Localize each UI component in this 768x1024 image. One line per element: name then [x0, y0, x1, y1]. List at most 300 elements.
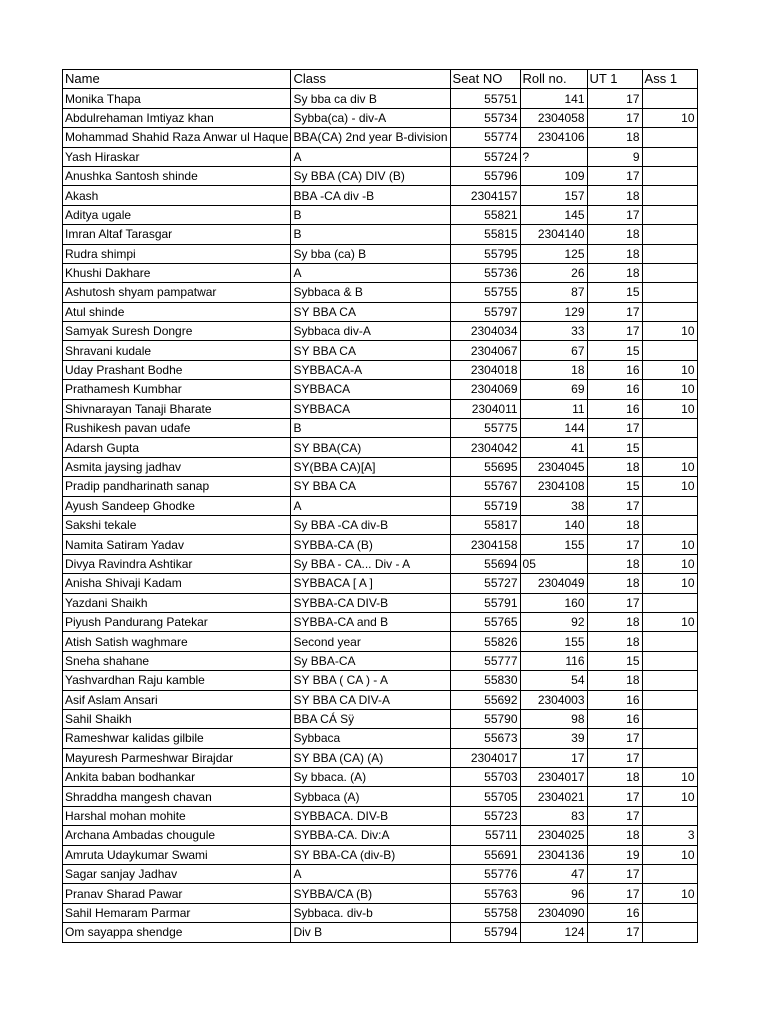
- ut1-cell: 19: [587, 845, 642, 864]
- table-row: [63, 651, 698, 670]
- seat-no-cell: 55817: [450, 515, 520, 534]
- ass1-cell: [642, 166, 697, 185]
- header-roll-no: Roll no.: [520, 70, 587, 89]
- class-cell: Sy bbaca. (A): [291, 768, 450, 787]
- name-cell: Sakshi tekale: [63, 515, 291, 534]
- class-cell: A: [291, 147, 450, 166]
- table-row: [63, 632, 698, 651]
- ass1-cell: [642, 186, 697, 205]
- name-cell: Sneha shahane: [63, 651, 291, 670]
- roll-no-cell: ?: [520, 147, 587, 166]
- roll-no-cell: 140: [520, 515, 587, 534]
- seat-no-cell: 55794: [450, 923, 520, 942]
- ut1-cell: 18: [587, 225, 642, 244]
- roll-no-cell: 39: [520, 729, 587, 748]
- roll-no-cell: 17: [520, 748, 587, 767]
- seat-no-cell: 55734: [450, 108, 520, 127]
- roll-no-cell: 155: [520, 632, 587, 651]
- seat-no-cell: 2304018: [450, 360, 520, 379]
- seat-no-cell: 55826: [450, 632, 520, 651]
- ut1-cell: 18: [587, 186, 642, 205]
- ut1-cell: 17: [587, 166, 642, 185]
- class-cell: Sybbaca: [291, 729, 450, 748]
- ass1-cell: [642, 690, 697, 709]
- seat-no-cell: 55705: [450, 787, 520, 806]
- ass1-cell: [642, 865, 697, 884]
- class-cell: SYBBACA-A: [291, 360, 450, 379]
- roll-no-cell: 129: [520, 302, 587, 321]
- class-cell: B: [291, 205, 450, 224]
- seat-no-cell: 55724: [450, 147, 520, 166]
- table-row: [63, 554, 698, 573]
- table-row: [63, 806, 698, 825]
- table-row: [63, 903, 698, 922]
- roll-no-cell: 2304108: [520, 477, 587, 496]
- seat-no-cell: 55815: [450, 225, 520, 244]
- table-row: [63, 729, 698, 748]
- name-cell: Shivnarayan Tanaji Bharate: [63, 399, 291, 418]
- ass1-cell: [642, 923, 697, 942]
- ass1-cell: [642, 341, 697, 360]
- roll-no-cell: 141: [520, 89, 587, 108]
- ass1-cell: [642, 263, 697, 282]
- table-row: [63, 205, 698, 224]
- table-row: [63, 186, 698, 205]
- table-row: [63, 612, 698, 631]
- seat-no-cell: 55797: [450, 302, 520, 321]
- class-cell: SY BBA CA DIV-A: [291, 690, 450, 709]
- roll-no-cell: 109: [520, 166, 587, 185]
- name-cell: Pranav Sharad Pawar: [63, 884, 291, 903]
- ut1-cell: 17: [587, 593, 642, 612]
- table-row: [63, 166, 698, 185]
- ut1-cell: 17: [587, 322, 642, 341]
- table-row: [63, 438, 698, 457]
- class-cell: A: [291, 263, 450, 282]
- table-row: [63, 128, 698, 147]
- table-row: [63, 108, 698, 127]
- name-cell: Shravani kudale: [63, 341, 291, 360]
- class-cell: SYBBACA: [291, 380, 450, 399]
- ut1-cell: 9: [587, 147, 642, 166]
- ut1-cell: 17: [587, 108, 642, 127]
- ass1-cell: [642, 903, 697, 922]
- seat-no-cell: 55790: [450, 709, 520, 728]
- table-row: [63, 322, 698, 341]
- table-row: [63, 147, 698, 166]
- table-row: [63, 225, 698, 244]
- roll-no-cell: 2304049: [520, 574, 587, 593]
- roll-no-cell: 41: [520, 438, 587, 457]
- table-row: [63, 748, 698, 767]
- table-row: [63, 787, 698, 806]
- seat-no-cell: 55765: [450, 612, 520, 631]
- class-cell: B: [291, 225, 450, 244]
- table-row: [63, 302, 698, 321]
- ass1-cell: 10: [642, 399, 697, 418]
- class-cell: BBA CÁ Sÿ: [291, 709, 450, 728]
- class-cell: Sy BBA-CA: [291, 651, 450, 670]
- class-cell: SY BBA(CA): [291, 438, 450, 457]
- ut1-cell: 18: [587, 128, 642, 147]
- ass1-cell: 10: [642, 787, 697, 806]
- roll-no-cell: 33: [520, 322, 587, 341]
- seat-no-cell: 2304069: [450, 380, 520, 399]
- roll-no-cell: 96: [520, 884, 587, 903]
- class-cell: SY BBA (CA) (A): [291, 748, 450, 767]
- class-cell: SYBBACA: [291, 399, 450, 418]
- class-cell: SYBBA-CA. Div:A: [291, 826, 450, 845]
- class-cell: SYBBACA. DIV-B: [291, 806, 450, 825]
- seat-no-cell: 55777: [450, 651, 520, 670]
- name-cell: Rameshwar kalidas gilbile: [63, 729, 291, 748]
- table-row: [63, 865, 698, 884]
- name-cell: Amruta Udaykumar Swami: [63, 845, 291, 864]
- class-cell: Sybbaca & B: [291, 283, 450, 302]
- class-cell: SY BBA-CA (div-B): [291, 845, 450, 864]
- table-row: [63, 671, 698, 690]
- ut1-cell: 16: [587, 690, 642, 709]
- class-cell: Sy BBA (CA) DIV (B): [291, 166, 450, 185]
- roll-no-cell: 83: [520, 806, 587, 825]
- roll-no-cell: 54: [520, 671, 587, 690]
- header-row: [63, 70, 698, 89]
- seat-no-cell: 55751: [450, 89, 520, 108]
- roll-no-cell: 2304025: [520, 826, 587, 845]
- ut1-cell: 15: [587, 651, 642, 670]
- seat-no-cell: 2304157: [450, 186, 520, 205]
- seat-no-cell: 55695: [450, 457, 520, 476]
- table-row: [63, 690, 698, 709]
- class-cell: A: [291, 496, 450, 515]
- table-row: [63, 593, 698, 612]
- name-cell: Adarsh Gupta: [63, 438, 291, 457]
- name-cell: Yash Hiraskar: [63, 147, 291, 166]
- name-cell: Anushka Santosh shinde: [63, 166, 291, 185]
- seat-no-cell: 55711: [450, 826, 520, 845]
- table-row: [63, 826, 698, 845]
- class-cell: Div B: [291, 923, 450, 942]
- header-seat-no: Seat NO: [450, 70, 520, 89]
- name-cell: Piyush Pandurang Patekar: [63, 612, 291, 631]
- ass1-cell: 10: [642, 845, 697, 864]
- name-cell: Rudra shimpi: [63, 244, 291, 263]
- roll-no-cell: 47: [520, 865, 587, 884]
- name-cell: Asif Aslam Ansari: [63, 690, 291, 709]
- ass1-cell: 10: [642, 477, 697, 496]
- seat-no-cell: 55775: [450, 419, 520, 438]
- table-row: [63, 923, 698, 942]
- class-cell: BBA(CA) 2nd year B-division: [291, 128, 450, 147]
- seat-no-cell: 2304067: [450, 341, 520, 360]
- header-ut1: UT 1: [587, 70, 642, 89]
- roll-no-cell: 2304090: [520, 903, 587, 922]
- name-cell: Asmita jaysing jadhav: [63, 457, 291, 476]
- ut1-cell: 17: [587, 419, 642, 438]
- ass1-cell: 10: [642, 535, 697, 554]
- ut1-cell: 18: [587, 457, 642, 476]
- class-cell: Sy BBA -CA div-B: [291, 515, 450, 534]
- class-cell: SYBBA-CA DIV-B: [291, 593, 450, 612]
- name-cell: Archana Ambadas chougule: [63, 826, 291, 845]
- table-body: [63, 89, 698, 942]
- ut1-cell: 18: [587, 612, 642, 631]
- ut1-cell: 15: [587, 341, 642, 360]
- name-cell: Atul shinde: [63, 302, 291, 321]
- ass1-cell: [642, 147, 697, 166]
- roll-no-cell: 26: [520, 263, 587, 282]
- ass1-cell: [642, 748, 697, 767]
- ut1-cell: 17: [587, 535, 642, 554]
- ass1-cell: [642, 302, 697, 321]
- class-cell: SYBBA/CA (B): [291, 884, 450, 903]
- class-cell: SY(BBA CA)[A]: [291, 457, 450, 476]
- class-cell: SYBBA-CA and B: [291, 612, 450, 631]
- ass1-cell: 10: [642, 554, 697, 573]
- ass1-cell: [642, 419, 697, 438]
- ass1-cell: 10: [642, 574, 697, 593]
- ass1-cell: [642, 671, 697, 690]
- ut1-cell: 17: [587, 729, 642, 748]
- table-row: [63, 263, 698, 282]
- ass1-cell: [642, 632, 697, 651]
- ut1-cell: 18: [587, 244, 642, 263]
- seat-no-cell: 55758: [450, 903, 520, 922]
- seat-no-cell: 55774: [450, 128, 520, 147]
- seat-no-cell: 55727: [450, 574, 520, 593]
- name-cell: Prathamesh Kumbhar: [63, 380, 291, 399]
- ass1-cell: [642, 729, 697, 748]
- seat-no-cell: 2304158: [450, 535, 520, 554]
- seat-no-cell: 55703: [450, 768, 520, 787]
- ut1-cell: 17: [587, 787, 642, 806]
- ut1-cell: 18: [587, 671, 642, 690]
- roll-no-cell: 160: [520, 593, 587, 612]
- class-cell: Sybbaca (A): [291, 787, 450, 806]
- ut1-cell: 15: [587, 438, 642, 457]
- ut1-cell: 17: [587, 884, 642, 903]
- seat-no-cell: 55795: [450, 244, 520, 263]
- ass1-cell: 10: [642, 768, 697, 787]
- ut1-cell: 15: [587, 283, 642, 302]
- class-cell: SY BBA CA: [291, 477, 450, 496]
- table-row: [63, 360, 698, 379]
- ass1-cell: [642, 806, 697, 825]
- table-row: [63, 768, 698, 787]
- roll-no-cell: 124: [520, 923, 587, 942]
- seat-no-cell: 2304017: [450, 748, 520, 767]
- roll-no-cell: 144: [520, 419, 587, 438]
- name-cell: Sagar sanjay Jadhav: [63, 865, 291, 884]
- header-class: Class: [291, 70, 450, 89]
- name-cell: Khushi Dakhare: [63, 263, 291, 282]
- class-cell: Sybbaca div-A: [291, 322, 450, 341]
- table-row: [63, 399, 698, 418]
- roll-no-cell: 92: [520, 612, 587, 631]
- class-cell: SY BBA CA: [291, 341, 450, 360]
- roll-no-cell: 18: [520, 360, 587, 379]
- name-cell: Monika Thapa: [63, 89, 291, 108]
- table-row: [63, 283, 698, 302]
- class-cell: Sy bba ca div B: [291, 89, 450, 108]
- class-cell: SYBBACA [ A ]: [291, 574, 450, 593]
- name-cell: Namita Satiram Yadav: [63, 535, 291, 554]
- ass1-cell: [642, 225, 697, 244]
- roll-no-cell: 2304136: [520, 845, 587, 864]
- ut1-cell: 18: [587, 515, 642, 534]
- seat-no-cell: 2304034: [450, 322, 520, 341]
- ass1-cell: 10: [642, 322, 697, 341]
- ass1-cell: 10: [642, 108, 697, 127]
- roll-no-cell: 67: [520, 341, 587, 360]
- ut1-cell: 16: [587, 709, 642, 728]
- class-cell: B: [291, 419, 450, 438]
- name-cell: Ashutosh shyam pampatwar: [63, 283, 291, 302]
- name-cell: Sahil Shaikh: [63, 709, 291, 728]
- ass1-cell: [642, 709, 697, 728]
- ass1-cell: [642, 438, 697, 457]
- seat-no-cell: 55691: [450, 845, 520, 864]
- roll-no-cell: 11: [520, 399, 587, 418]
- name-cell: Akash: [63, 186, 291, 205]
- ass1-cell: [642, 515, 697, 534]
- ass1-cell: 3: [642, 826, 697, 845]
- ut1-cell: 18: [587, 826, 642, 845]
- table-row: [63, 457, 698, 476]
- name-cell: Imran Altaf Tarasgar: [63, 225, 291, 244]
- roll-no-cell: 2304045: [520, 457, 587, 476]
- table-row: [63, 89, 698, 108]
- table-row: [63, 535, 698, 554]
- ut1-cell: 17: [587, 496, 642, 515]
- ass1-cell: [642, 651, 697, 670]
- seat-no-cell: 55767: [450, 477, 520, 496]
- ass1-cell: [642, 89, 697, 108]
- ut1-cell: 18: [587, 574, 642, 593]
- ut1-cell: 16: [587, 903, 642, 922]
- ass1-cell: [642, 496, 697, 515]
- seat-no-cell: 55719: [450, 496, 520, 515]
- seat-no-cell: 55830: [450, 671, 520, 690]
- name-cell: Yashvardhan Raju kamble: [63, 671, 291, 690]
- seat-no-cell: 55763: [450, 884, 520, 903]
- table-row: [63, 419, 698, 438]
- roll-no-cell: 2304106: [520, 128, 587, 147]
- seat-no-cell: 55673: [450, 729, 520, 748]
- ass1-cell: 10: [642, 360, 697, 379]
- table-row: [63, 574, 698, 593]
- table-row: [63, 845, 698, 864]
- ut1-cell: 16: [587, 380, 642, 399]
- name-cell: Abdulrehaman Imtiyaz khan: [63, 108, 291, 127]
- class-cell: Sybbaca. div-b: [291, 903, 450, 922]
- name-cell: Samyak Suresh Dongre: [63, 322, 291, 341]
- ut1-cell: 18: [587, 632, 642, 651]
- roll-no-cell: 87: [520, 283, 587, 302]
- table-row: [63, 496, 698, 515]
- class-cell: Second year: [291, 632, 450, 651]
- seat-no-cell: 55736: [450, 263, 520, 282]
- table-row: [63, 515, 698, 534]
- class-cell: Sy bba (ca) B: [291, 244, 450, 263]
- ut1-cell: 17: [587, 302, 642, 321]
- name-cell: Aditya ugale: [63, 205, 291, 224]
- ass1-cell: [642, 128, 697, 147]
- roll-no-cell: 2304058: [520, 108, 587, 127]
- roll-no-cell: 2304140: [520, 225, 587, 244]
- class-cell: SY BBA ( CA ) - A: [291, 671, 450, 690]
- name-cell: Yazdani Shaikh: [63, 593, 291, 612]
- table-row: [63, 341, 698, 360]
- name-cell: Rushikesh pavan udafe: [63, 419, 291, 438]
- ass1-cell: [642, 244, 697, 263]
- name-cell: Ankita baban bodhankar: [63, 768, 291, 787]
- seat-no-cell: 2304011: [450, 399, 520, 418]
- student-table: [62, 69, 698, 943]
- table-row: [63, 709, 698, 728]
- roll-no-cell: 38: [520, 496, 587, 515]
- ut1-cell: 16: [587, 399, 642, 418]
- roll-no-cell: 98: [520, 709, 587, 728]
- roll-no-cell: 157: [520, 186, 587, 205]
- ass1-cell: [642, 205, 697, 224]
- name-cell: Mohammad Shahid Raza Anwar ul Haque: [63, 128, 291, 147]
- ut1-cell: 17: [587, 89, 642, 108]
- class-cell: SY BBA CA: [291, 302, 450, 321]
- roll-no-cell: 2304021: [520, 787, 587, 806]
- ass1-cell: [642, 283, 697, 302]
- class-cell: A: [291, 865, 450, 884]
- roll-no-cell: 145: [520, 205, 587, 224]
- ut1-cell: 17: [587, 806, 642, 825]
- ass1-cell: 10: [642, 612, 697, 631]
- ut1-cell: 18: [587, 768, 642, 787]
- header-name: Name: [63, 70, 291, 89]
- seat-no-cell: 55776: [450, 865, 520, 884]
- seat-no-cell: 55692: [450, 690, 520, 709]
- name-cell: Anisha Shivaji Kadam: [63, 574, 291, 593]
- table-row: [63, 244, 698, 263]
- ass1-cell: 10: [642, 457, 697, 476]
- header-ass1: Ass 1: [642, 70, 697, 89]
- ass1-cell: 10: [642, 380, 697, 399]
- table-row: [63, 884, 698, 903]
- name-cell: Ayush Sandeep Ghodke: [63, 496, 291, 515]
- class-cell: Sybba(ca) - div-A: [291, 108, 450, 127]
- roll-no-cell: 05: [520, 554, 587, 573]
- roll-no-cell: 69: [520, 380, 587, 399]
- class-cell: Sy BBA - CA... Div - A: [291, 554, 450, 573]
- seat-no-cell: 55821: [450, 205, 520, 224]
- name-cell: Uday Prashant Bodhe: [63, 360, 291, 379]
- ut1-cell: 18: [587, 263, 642, 282]
- name-cell: Atish Satish waghmare: [63, 632, 291, 651]
- seat-no-cell: 55791: [450, 593, 520, 612]
- name-cell: Pradip pandharinath sanap: [63, 477, 291, 496]
- name-cell: Divya Ravindra Ashtikar: [63, 554, 291, 573]
- seat-no-cell: 2304042: [450, 438, 520, 457]
- table-row: [63, 380, 698, 399]
- ass1-cell: [642, 593, 697, 612]
- ut1-cell: 18: [587, 554, 642, 573]
- class-cell: SYBBA-CA (B): [291, 535, 450, 554]
- roll-no-cell: 155: [520, 535, 587, 554]
- name-cell: Om sayappa shendge: [63, 923, 291, 942]
- ut1-cell: 17: [587, 865, 642, 884]
- ass1-cell: 10: [642, 884, 697, 903]
- ut1-cell: 17: [587, 748, 642, 767]
- ut1-cell: 16: [587, 360, 642, 379]
